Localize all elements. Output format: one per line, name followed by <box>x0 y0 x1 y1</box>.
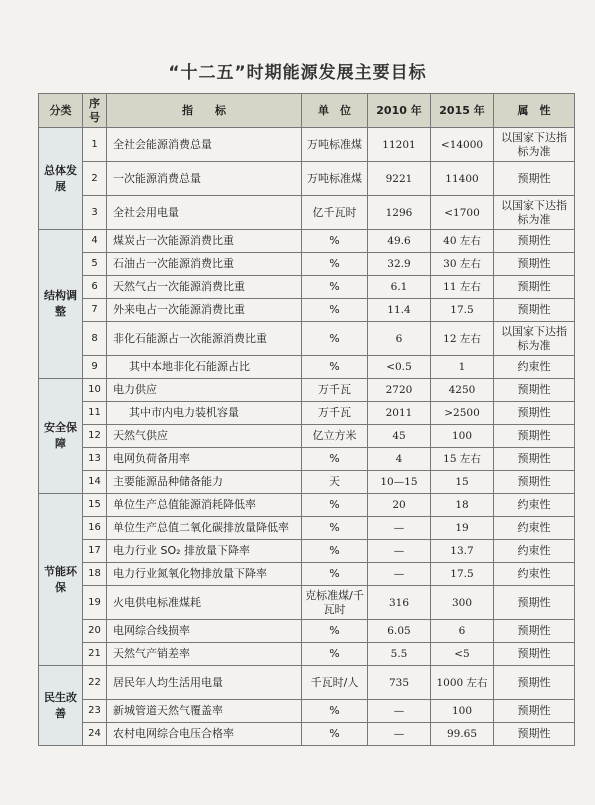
unit-cell: % <box>302 517 368 540</box>
unit-cell: % <box>302 563 368 586</box>
indicator-cell: 单位生产总值能源消耗降低率 <box>107 494 302 517</box>
number-cell: 18 <box>83 563 107 586</box>
indicator-cell: 电力行业氮氧化物排放量下降率 <box>107 563 302 586</box>
indicator-cell: 电力供应 <box>107 379 302 402</box>
unit-cell: % <box>302 540 368 563</box>
header-indicator: 指 标 <box>107 94 302 128</box>
value-2015-cell: 17.5 <box>431 299 494 322</box>
value-2015-cell: 100 <box>431 425 494 448</box>
unit-cell: 万吨标准煤 <box>302 128 368 162</box>
category-cell: 民生改善 <box>39 666 83 746</box>
value-2010-cell: 6.05 <box>368 620 431 643</box>
indicator-cell: 电力行业 SO₂ 排放量下降率 <box>107 540 302 563</box>
attribute-cell: 以国家下达指标为准 <box>494 322 575 356</box>
table-row <box>39 299 575 322</box>
number-cell: 16 <box>83 517 107 540</box>
attribute-cell: 预期性 <box>494 666 575 700</box>
value-2010-cell: 6.1 <box>368 276 431 299</box>
indicator-cell: 石油占一次能源消费比重 <box>107 253 302 276</box>
value-2010-cell: — <box>368 540 431 563</box>
page-title: “十二五”时期能源发展主要目标 <box>168 63 427 83</box>
header-2010: 2010 年 <box>368 94 431 128</box>
attribute-cell: 约束性 <box>494 517 575 540</box>
value-2015-cell: 18 <box>431 494 494 517</box>
attribute-cell: 预期性 <box>494 230 575 253</box>
unit-cell: 天 <box>302 471 368 494</box>
table-row <box>39 230 575 253</box>
attribute-cell: 预期性 <box>494 402 575 425</box>
indicator-cell: 全社会用电量 <box>107 196 302 230</box>
value-2015-cell: <14000 <box>431 128 494 162</box>
number-cell: 17 <box>83 540 107 563</box>
attribute-cell: 预期性 <box>494 276 575 299</box>
number-cell: 11 <box>83 402 107 425</box>
value-2010-cell: 49.6 <box>368 230 431 253</box>
attribute-cell: 预期性 <box>494 620 575 643</box>
unit-cell: % <box>302 643 368 666</box>
value-2015-cell: 1 <box>431 356 494 379</box>
number-cell: 22 <box>83 666 107 700</box>
header-number: 序号 <box>83 94 107 128</box>
indicator-cell: 居民年人均生活用电量 <box>107 666 302 700</box>
value-2010-cell: 45 <box>368 425 431 448</box>
category-cell: 结构调整 <box>39 230 83 379</box>
number-cell: 6 <box>83 276 107 299</box>
attribute-cell: 预期性 <box>494 723 575 746</box>
value-2010-cell: 4 <box>368 448 431 471</box>
number-cell: 5 <box>83 253 107 276</box>
number-cell: 9 <box>83 356 107 379</box>
indicator-cell: 天然气供应 <box>107 425 302 448</box>
number-cell: 10 <box>83 379 107 402</box>
indicator-cell: 主要能源品种储备能力 <box>107 471 302 494</box>
value-2010-cell: 2720 <box>368 379 431 402</box>
attribute-cell: 预期性 <box>494 448 575 471</box>
energy-targets-table <box>38 93 575 746</box>
table-row <box>39 196 575 230</box>
number-cell: 15 <box>83 494 107 517</box>
number-cell: 2 <box>83 162 107 196</box>
attribute-cell: 预期性 <box>494 425 575 448</box>
value-2010-cell: — <box>368 563 431 586</box>
unit-cell: % <box>302 620 368 643</box>
number-cell: 20 <box>83 620 107 643</box>
value-2010-cell: 735 <box>368 666 431 700</box>
value-2015-cell: 19 <box>431 517 494 540</box>
unit-cell: % <box>302 700 368 723</box>
value-2010-cell: 2011 <box>368 402 431 425</box>
value-2015-cell: <5 <box>431 643 494 666</box>
value-2010-cell: 20 <box>368 494 431 517</box>
value-2015-cell: 13.7 <box>431 540 494 563</box>
unit-cell: % <box>302 322 368 356</box>
unit-cell: % <box>302 723 368 746</box>
number-cell: 24 <box>83 723 107 746</box>
value-2010-cell: — <box>368 723 431 746</box>
value-2010-cell: 5.5 <box>368 643 431 666</box>
number-cell: 3 <box>83 196 107 230</box>
header-row <box>39 94 575 128</box>
attribute-cell: 以国家下达指标为准 <box>494 128 575 162</box>
number-cell: 1 <box>83 128 107 162</box>
indicator-cell: 非化石能源占一次能源消费比重 <box>107 322 302 356</box>
value-2015-cell: 12 左右 <box>431 322 494 356</box>
number-cell: 21 <box>83 643 107 666</box>
number-cell: 8 <box>83 322 107 356</box>
table-row <box>39 276 575 299</box>
indicator-cell: 电网负荷备用率 <box>107 448 302 471</box>
attribute-cell: 预期性 <box>494 586 575 620</box>
indicator-cell: 单位生产总值二氧化碳排放量降低率 <box>107 517 302 540</box>
value-2015-cell: <1700 <box>431 196 494 230</box>
table-header <box>39 94 575 128</box>
table-row <box>39 643 575 666</box>
number-cell: 4 <box>83 230 107 253</box>
indicator-cell: 其中本地非化石能源占比 <box>107 356 302 379</box>
table-row <box>39 620 575 643</box>
value-2015-cell: 17.5 <box>431 563 494 586</box>
value-2015-cell: 11 左右 <box>431 276 494 299</box>
header-category: 分类 <box>39 94 83 128</box>
value-2015-cell: 30 左右 <box>431 253 494 276</box>
attribute-cell: 约束性 <box>494 494 575 517</box>
table-row <box>39 723 575 746</box>
table-row <box>39 402 575 425</box>
table-row <box>39 162 575 196</box>
number-cell: 23 <box>83 700 107 723</box>
indicator-cell: 天然气占一次能源消费比重 <box>107 276 302 299</box>
attribute-cell: 约束性 <box>494 356 575 379</box>
value-2010-cell: — <box>368 700 431 723</box>
value-2015-cell: 4250 <box>431 379 494 402</box>
indicator-cell: 火电供电标准煤耗 <box>107 586 302 620</box>
value-2010-cell: 32.9 <box>368 253 431 276</box>
indicator-cell: 新城管道天然气覆盖率 <box>107 700 302 723</box>
table-row <box>39 666 575 700</box>
attribute-cell: 约束性 <box>494 563 575 586</box>
value-2010-cell: 1296 <box>368 196 431 230</box>
attribute-cell: 预期性 <box>494 253 575 276</box>
number-cell: 13 <box>83 448 107 471</box>
value-2010-cell: 9221 <box>368 162 431 196</box>
attribute-cell: 预期性 <box>494 700 575 723</box>
number-cell: 19 <box>83 586 107 620</box>
value-2015-cell: >2500 <box>431 402 494 425</box>
indicator-cell: 其中市内电力装机容量 <box>107 402 302 425</box>
value-2015-cell: 300 <box>431 586 494 620</box>
value-2015-cell: 40 左右 <box>431 230 494 253</box>
indicator-cell: 一次能源消费总量 <box>107 162 302 196</box>
value-2010-cell: 316 <box>368 586 431 620</box>
indicator-cell: 电网综合线损率 <box>107 620 302 643</box>
value-2015-cell: 99.65 <box>431 723 494 746</box>
table-row <box>39 563 575 586</box>
number-cell: 14 <box>83 471 107 494</box>
attribute-cell: 预期性 <box>494 643 575 666</box>
category-cell: 总体发展 <box>39 128 83 230</box>
value-2015-cell: 11400 <box>431 162 494 196</box>
attribute-cell: 预期性 <box>494 162 575 196</box>
value-2015-cell: 1000 左右 <box>431 666 494 700</box>
table-row <box>39 356 575 379</box>
attribute-cell: 预期性 <box>494 379 575 402</box>
unit-cell: % <box>302 276 368 299</box>
value-2015-cell: 15 <box>431 471 494 494</box>
unit-cell: % <box>302 448 368 471</box>
table-row <box>39 517 575 540</box>
table-row <box>39 494 575 517</box>
table-row <box>39 448 575 471</box>
value-2010-cell: — <box>368 517 431 540</box>
indicator-cell: 天然气产销差率 <box>107 643 302 666</box>
table-row <box>39 425 575 448</box>
table-body <box>39 128 575 746</box>
attribute-cell: 预期性 <box>494 471 575 494</box>
number-cell: 12 <box>83 425 107 448</box>
unit-cell: 万千瓦 <box>302 379 368 402</box>
unit-cell: 万吨标准煤 <box>302 162 368 196</box>
value-2010-cell: 6 <box>368 322 431 356</box>
value-2010-cell: 11201 <box>368 128 431 162</box>
indicator-cell: 农村电网综合电压合格率 <box>107 723 302 746</box>
unit-cell: % <box>302 253 368 276</box>
table-row <box>39 253 575 276</box>
unit-cell: % <box>302 494 368 517</box>
value-2010-cell: 11.4 <box>368 299 431 322</box>
table-row <box>39 586 575 620</box>
category-cell: 节能环保 <box>39 494 83 666</box>
value-2015-cell: 15 左右 <box>431 448 494 471</box>
category-cell: 安全保障 <box>39 379 83 494</box>
header-2015: 2015 年 <box>431 94 494 128</box>
header-attribute: 属 性 <box>494 94 575 128</box>
unit-cell: % <box>302 356 368 379</box>
unit-cell: % <box>302 299 368 322</box>
header-unit: 单 位 <box>302 94 368 128</box>
table-row <box>39 700 575 723</box>
indicator-cell: 外来电占一次能源消费比重 <box>107 299 302 322</box>
value-2010-cell: 10—15 <box>368 471 431 494</box>
unit-cell: 万千瓦 <box>302 402 368 425</box>
indicator-cell: 煤炭占一次能源消费比重 <box>107 230 302 253</box>
value-2015-cell: 100 <box>431 700 494 723</box>
attribute-cell: 预期性 <box>494 299 575 322</box>
value-2010-cell: <0.5 <box>368 356 431 379</box>
unit-cell: 克标准煤/千瓦时 <box>302 586 368 620</box>
table-row <box>39 471 575 494</box>
table-row <box>39 128 575 162</box>
table-row <box>39 322 575 356</box>
unit-cell: 千瓦时/人 <box>302 666 368 700</box>
indicator-cell: 全社会能源消费总量 <box>107 128 302 162</box>
number-cell: 7 <box>83 299 107 322</box>
table-row <box>39 379 575 402</box>
value-2015-cell: 6 <box>431 620 494 643</box>
unit-cell: % <box>302 230 368 253</box>
unit-cell: 亿千瓦时 <box>302 196 368 230</box>
table-row <box>39 540 575 563</box>
attribute-cell: 约束性 <box>494 540 575 563</box>
attribute-cell: 以国家下达指标为准 <box>494 196 575 230</box>
unit-cell: 亿立方米 <box>302 425 368 448</box>
